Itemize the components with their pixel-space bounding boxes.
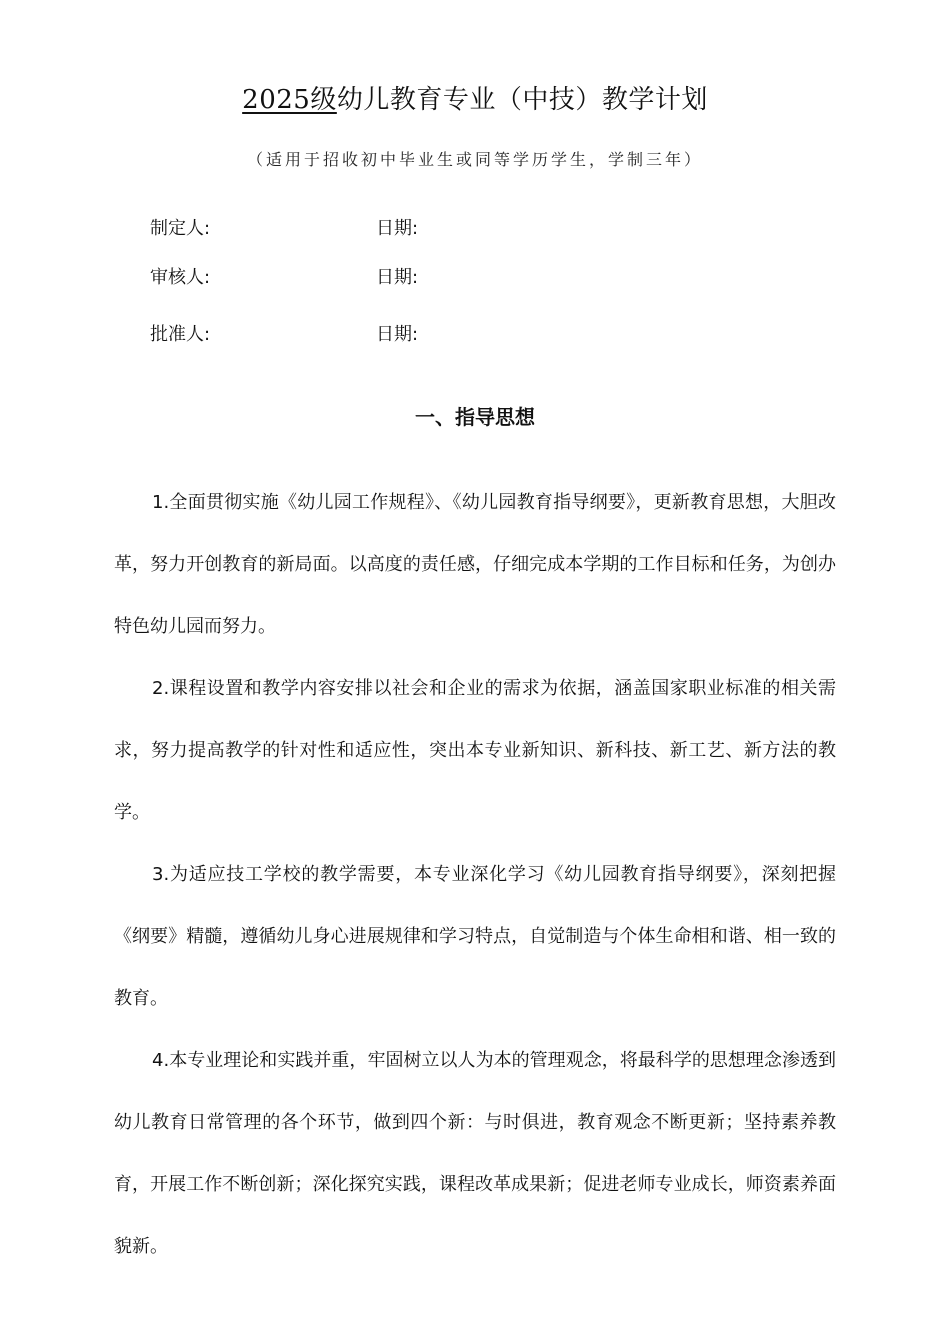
title-text: 幼儿教育专业（中技）教学计划 — [336, 85, 708, 115]
signature-row-approver — [0, 320, 950, 350]
title-year: 2025级 — [242, 85, 337, 115]
signature-row-drafter — [0, 214, 950, 244]
paragraph-2: 2.课程设置和教学内容安排以社会和企业的需求为依据，涵盖国家职业标准的相关需求，努力提高教学的针对性和适应性，突出本专业新知识、新科技、新工艺、新方法的教学。 — [114, 678, 836, 823]
section-heading: 一、指导思想 — [415, 405, 535, 429]
paragraph-4: 4.本专业理论和实践并重，牢固树立以人为本的管理观念，将最科学的思想理念渗透到幼儿教育日常管理的各个环节，做到四个新：与时俱进，教育观念不断更新；坚持素养教育，开展工作不断创新；深化探究实践，课程改革成果新；促进老师专业成长，师资素养面貌新。 — [114, 1050, 836, 1257]
section-body — [114, 472, 836, 1278]
document-title — [0, 80, 950, 120]
document-subtitle: （适用于招收初中毕业生或同等学历学生，学制三年） — [246, 150, 703, 169]
paragraph-3: 3.为适应技工学校的教学需要，本专业深化学习《幼儿园教育指导纲要》，深刻把握《纲要》精髓，遵循幼儿身心进展规律和学习特点，自觉制造与个体生命相和谐、相一致的教育。 — [114, 864, 836, 1009]
signature-row-reviewer — [0, 263, 950, 293]
paragraph-1: 1.全面贯彻实施《幼儿园工作规程》、《幼儿园教育指导纲要》，更新教育思想，大胆改革，努力开创教育的新局面。以高度的责任感，仔细完成本学期的工作目标和任务，为创办特色幼儿园而努力。 — [114, 492, 836, 637]
reviewer-date-label: 日期: — [376, 267, 419, 288]
drafter-date-label: 日期: — [376, 218, 419, 239]
drafter-label: 制定人: — [150, 218, 211, 239]
approver-date-label: 日期: — [376, 324, 419, 345]
reviewer-label: 审核人: — [150, 267, 211, 288]
approver-label: 批准人: — [150, 324, 211, 345]
